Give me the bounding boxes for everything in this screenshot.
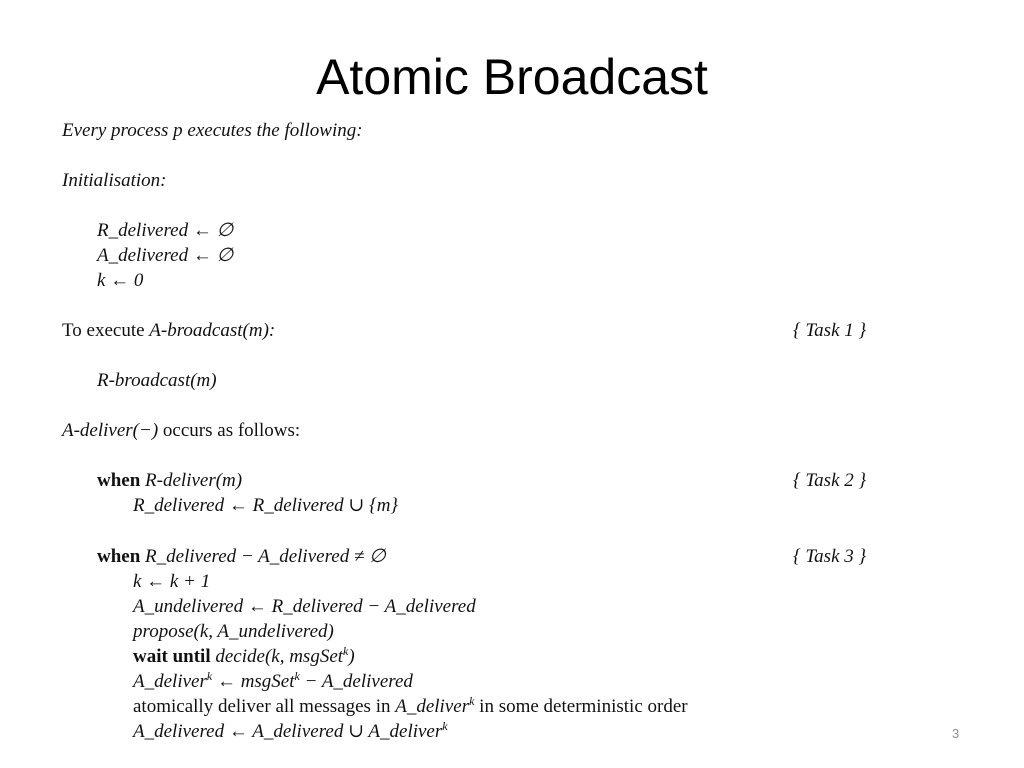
task3-line-k: k ← k + 1 xyxy=(133,571,211,592)
task3-when-keyword: when xyxy=(97,546,141,567)
task3-condition: R_delivered − A_delivered ≠ ∅ xyxy=(145,546,386,567)
task3-line-wait xyxy=(133,645,355,669)
decide-superscript: k xyxy=(343,644,349,658)
adeliver-suffix: occurs as follows: xyxy=(158,420,301,441)
adeliver-superscript: k xyxy=(206,669,213,683)
final-assign: A_delivered ← A_delivered ∪ A_deliver xyxy=(133,721,443,742)
decide-call: decide(k, msgSet xyxy=(215,646,344,667)
task3-line-adeliver xyxy=(133,670,413,694)
task2-when-keyword: when xyxy=(97,470,141,491)
task3-wait-keyword: wait until xyxy=(133,646,211,667)
adeliver-var: A_deliver xyxy=(133,671,207,692)
task2-label: { Task 2 } xyxy=(793,470,867,491)
task3-line-propose: propose(k, A_undelivered) xyxy=(133,621,334,642)
task1-header-call: A-broadcast(m): xyxy=(149,320,276,341)
init-line-a-delivered: A_delivered ← ∅ xyxy=(97,245,234,266)
atomically-var xyxy=(395,696,474,717)
task3-line-undelivered: A_undelivered ← R_delivered − A_delivered xyxy=(133,596,476,617)
task1-body: R-broadcast(m) xyxy=(97,370,217,391)
task3-decide xyxy=(215,646,354,667)
slide-title: Atomic Broadcast xyxy=(316,49,708,105)
adeliver-header xyxy=(62,419,300,443)
task1-label: { Task 1 } xyxy=(793,320,867,341)
task2-condition: R-deliver(m) xyxy=(145,470,243,491)
init-header: Initialisation: xyxy=(62,170,167,191)
task3-line-atomically xyxy=(133,695,688,719)
adeliver-call: A-deliver(−) xyxy=(62,420,159,441)
task2-when-line xyxy=(97,469,242,493)
init-line-k: k ← 0 xyxy=(97,270,144,291)
atomically-suffix: in some deterministic order xyxy=(474,696,688,717)
msgset-assign: ← msgSet xyxy=(212,671,295,692)
minus-a-delivered: − A_delivered xyxy=(299,671,413,692)
msgset-superscript: k xyxy=(294,669,300,683)
task1-header xyxy=(62,319,275,343)
task3-label: { Task 3 } xyxy=(793,546,867,567)
init-line-r-delivered: R_delivered ← ∅ xyxy=(97,220,234,241)
atomically-var-superscript: k xyxy=(469,694,475,708)
atomically-text: atomically deliver all messages in xyxy=(133,696,396,717)
atomically-var-name: A_deliver xyxy=(395,696,470,717)
decide-close: ) xyxy=(348,646,355,667)
task1-header-prefix: To execute xyxy=(62,320,150,341)
page-number: 3 xyxy=(952,726,960,741)
task2-body: R_delivered ← R_delivered ∪ {m} xyxy=(133,495,399,516)
final-superscript: k xyxy=(442,719,448,733)
intro-line: Every process p executes the following: xyxy=(62,120,363,141)
task3-when-line xyxy=(97,545,386,569)
task3-line-final xyxy=(133,720,448,744)
